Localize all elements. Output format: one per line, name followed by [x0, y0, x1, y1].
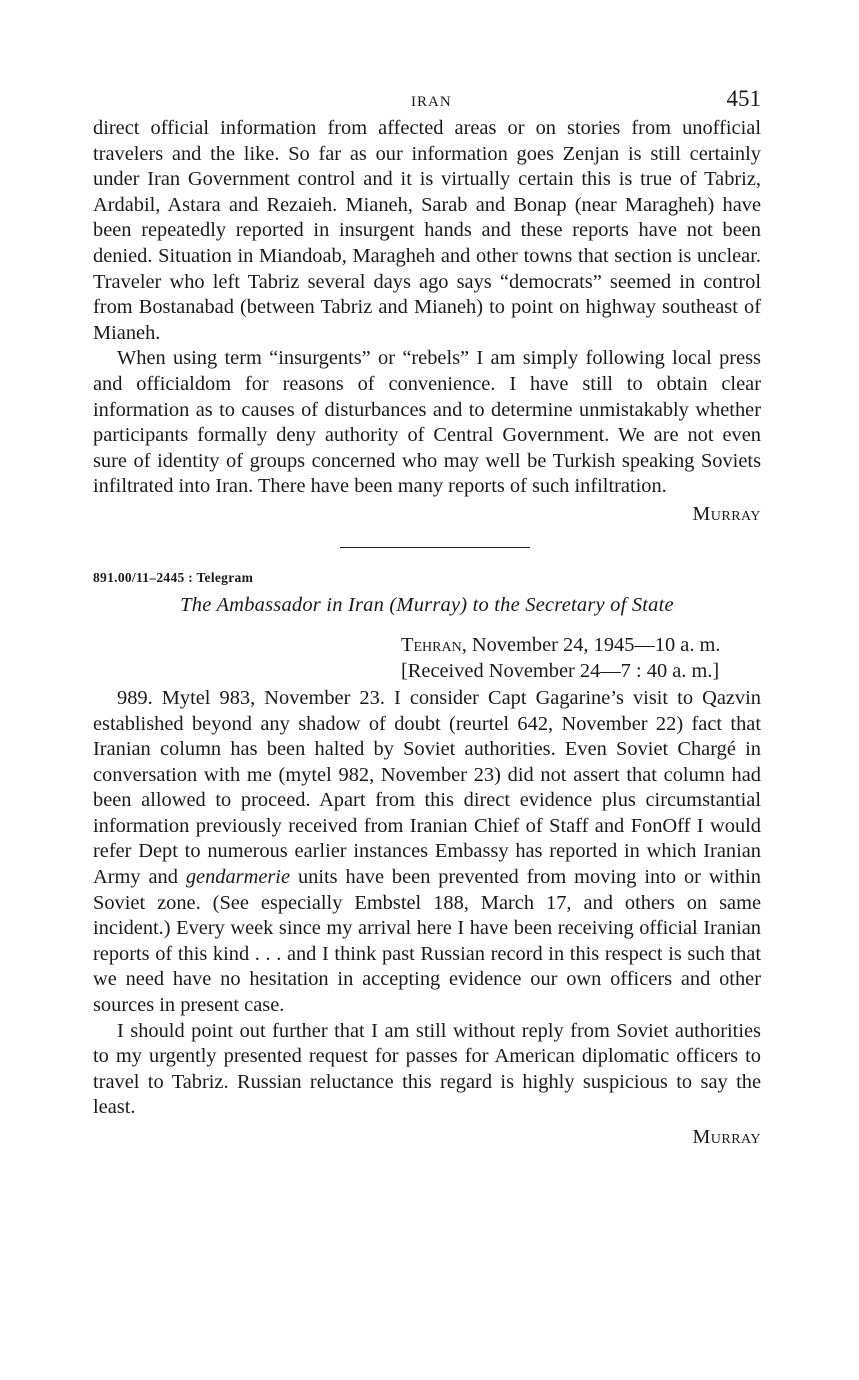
- file-reference: 891.00/11–2445 : Telegram: [93, 569, 254, 585]
- running-head: [93, 86, 761, 116]
- page-number: 451: [726, 86, 761, 111]
- dateline-place: Tehran: [401, 633, 462, 656]
- paragraph-continued: direct official information from affected areas or on stories from unofficial travelers and the like. So far as our information goes Zenjan is still certainly under Iran Government control and it is virtually certain this is true of Tabriz, Ardabil, Astara and Rezaieh. Mianeh, Sarab and Bonap (near Maragheh) have been repeatedly reported in insurgent hands and these reports have not been denied. Situation in Miandoab, Maragheh and other towns that section is unclear. Traveler who left Tabriz several days ago says “democrats” seemed in control from Bostanabad (between Tabriz and Mianeh) to point on highway southeast of Mianeh.: [93, 117, 761, 344]
- signature: Murray: [692, 502, 761, 525]
- paragraph-passes: I should point out further that I am still without reply from Soviet authorities to my urgently presented request for passes for American diplomatic officers to travel to Tabriz. Russian reluctance this regard is highly suspicious to say the least.: [93, 1019, 761, 1119]
- paragraph-telegram-989-start: 989. Mytel 983, November 23. I consider Capt Gagarine’s visit to Qazvin established beyond any shadow of doubt (reurtel 642, November 22) fact that Iranian column has been halted by Soviet authorities. Even Soviet Chargé in conversation with me (mytel 982, November 23) did not assert that column had been allowed to proceed. Apart from this direct evidence plus circumstantial information previously received from Iranian Chief of Staff and FonOff I would refer Dept to numerous earlier instances Embassy has reported in which Iranian Army and: [93, 686, 761, 889]
- paragraph-telegram-989: [93, 686, 761, 1019]
- paragraph-insurgents: When using term “insurgents” or “rebels” I am simply following local press and officialdom for reasons of convenience. I have still to obtain clear information as to causes of disturbances and to determine unmistakably whether participants formally deny authority of Central Government. We are not even sure of identity of groups concerned who may well be Turkish speaking Soviets infiltrated into Iran. There have been many reports of such infiltration.: [93, 347, 761, 498]
- running-title: IRAN: [411, 94, 452, 110]
- dateline: [401, 632, 761, 684]
- section-divider: [340, 547, 530, 548]
- dateline-sent: [401, 632, 761, 658]
- signature: Murray: [692, 1126, 761, 1148]
- paragraph-telegram-989-end: units have been prevented from moving into or within Soviet zone. (See especially Embstel 188, March 17, and others on same incident.) Every week since my arrival here I have been receiving official Iranian reports of this kind . . . and I think past Russian record in this respect is such that we need have no hesitation in accepting evidence our own officers and other sources in present case.: [93, 866, 761, 1017]
- dateline-date: , November 24, 1945—10 a. m.: [461, 633, 721, 656]
- document-heading: The Ambassador in Iran (Murray) to the Secretary of State: [180, 593, 674, 616]
- dateline-received: [Received November 24—7 : 40 a. m.]: [401, 659, 720, 682]
- document-page: [93, 86, 761, 1150]
- italic-term: gendarmerie: [185, 866, 291, 889]
